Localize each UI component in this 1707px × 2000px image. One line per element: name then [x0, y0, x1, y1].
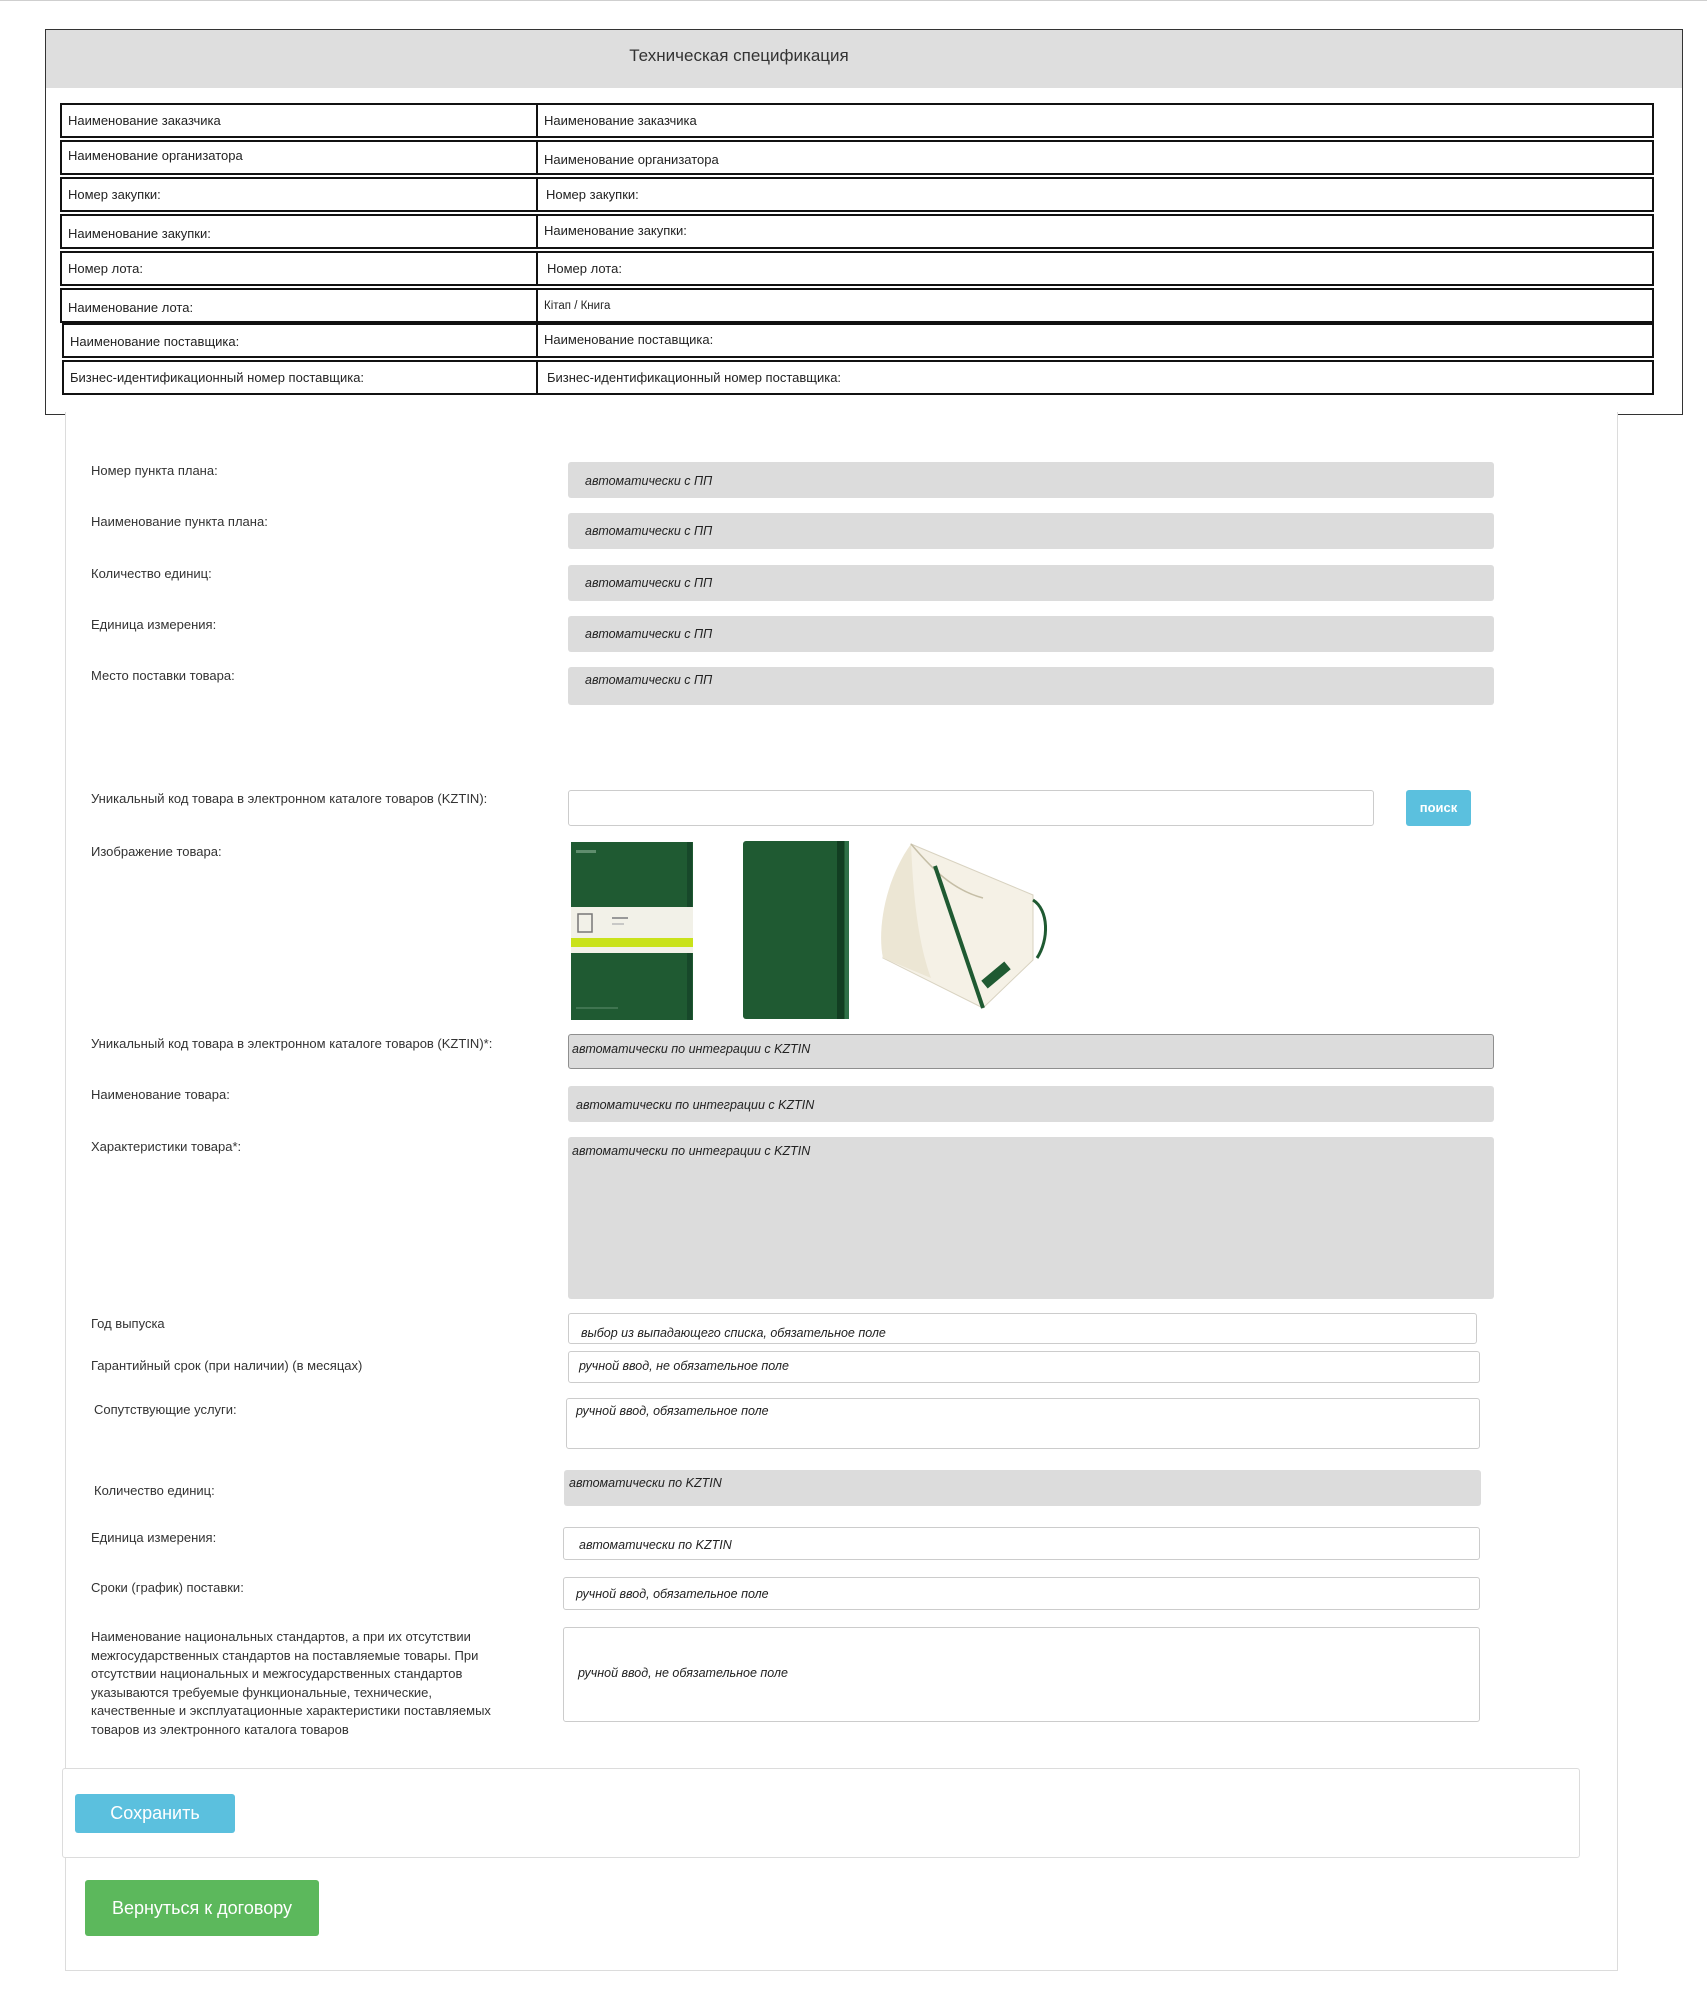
release-year-select[interactable]: выбор из выпадающего списка, обязательное поле: [568, 1313, 1477, 1344]
spec-row-value: Наименование организатора: [536, 140, 1654, 175]
spec-row-value: Наименование заказчика: [536, 103, 1654, 138]
spec-row-value: Номер закупки:: [536, 177, 1654, 212]
product-image-1: [568, 840, 696, 1020]
unit-plan-field: автоматически с ПП: [568, 616, 1494, 652]
spec-row-label: Номер закупки:: [60, 177, 538, 212]
delivery-schedule-label: Сроки (график) поставки:: [91, 1580, 244, 1595]
spec-row-purchase-name: [60, 214, 1654, 249]
spec-row-supplier-bin: [60, 360, 1654, 395]
delivery-place-field: автоматически с ПП: [568, 667, 1494, 705]
warranty-input[interactable]: ручной ввод, не обязательное поле: [568, 1351, 1480, 1383]
spec-header: [46, 30, 1682, 88]
plan-name-label: Наименование пункта плана:: [91, 514, 268, 529]
spec-row-value: Наименование поставщика:: [536, 323, 1654, 358]
product-image-label: Изображение товара:: [91, 844, 222, 859]
delivery-schedule-input[interactable]: ручной ввод, обязательное поле: [563, 1577, 1480, 1610]
standards-label-line: Наименование национальных стандартов, а при их отсутствии: [91, 1629, 471, 1644]
kztin-code-label: Уникальный код товара в электронном каталоге товаров (KZTIN)*:: [91, 1036, 493, 1051]
quantity-plan-label: Количество единиц:: [91, 566, 212, 581]
plan-number-field: автоматически с ПП: [568, 462, 1494, 498]
unit-kztin-field: автоматически по KZTIN: [563, 1527, 1480, 1560]
save-button[interactable]: Сохранить: [75, 1794, 235, 1833]
unit-plan-label: Единица измерения:: [91, 617, 217, 632]
standards-label-line: товаров из электронного каталога товаров: [91, 1721, 349, 1737]
product-image-2: [740, 836, 856, 1020]
quantity-kztin-field: автоматически по KZTIN: [564, 1470, 1481, 1506]
back-to-contract-button[interactable]: Вернуться к договору: [85, 1880, 319, 1936]
spec-title: Техническая спецификация: [629, 46, 849, 65]
spec-row-value: Кітап / Книга: [536, 288, 1654, 323]
spec-row-label: Номер лота:: [60, 251, 538, 286]
standards-label-line: указываются требуемые функциональные, технические,: [91, 1684, 432, 1700]
spec-row-organizer: [60, 140, 1654, 175]
spec-panel: [45, 29, 1683, 415]
standards-label-line: отсутствии национальных и межгосударственных стандартов: [91, 1666, 463, 1682]
spec-row-value: Бизнес-идентификационный номер поставщика:: [536, 360, 1654, 395]
spec-row-label: Наименование заказчика: [60, 103, 538, 138]
standards-input[interactable]: ручной ввод, не обязательное поле: [563, 1627, 1480, 1722]
plan-number-label: Номер пункта плана:: [91, 463, 218, 478]
product-specs-label: Характеристики товара*:: [91, 1139, 242, 1154]
kztin-search-label: Уникальный код товара в электронном каталоге товаров (KZTIN):: [91, 791, 488, 806]
unit-kztin-label: Единица измерения:: [91, 1530, 217, 1545]
spec-row-label: Наименование организатора: [60, 140, 538, 175]
standards-label-line: качественные и эксплуатационные характеристики поставляемых: [91, 1703, 491, 1719]
spec-row-lot-number: [60, 251, 1654, 286]
spec-row-supplier: [60, 323, 1654, 358]
delivery-place-label: Место поставки товара:: [91, 668, 235, 683]
product-image-3: [873, 840, 1051, 1012]
spec-row-label: Наименование закупки:: [60, 214, 538, 249]
spec-row-label: Наименование поставщика:: [62, 323, 538, 358]
spec-row-lot-name: [60, 288, 1654, 323]
kztin-code-field: автоматически по интеграции с KZTIN: [568, 1034, 1494, 1069]
spec-row-value: Наименование закупки:: [536, 214, 1654, 249]
product-name-label: Наименование товара:: [91, 1087, 230, 1102]
spec-row-customer: [60, 103, 1654, 138]
kztin-search-input[interactable]: [568, 790, 1374, 826]
quantity-plan-field: автоматически с ПП: [568, 565, 1494, 601]
standards-label: [91, 1628, 531, 1740]
spec-row-purchase-number: [60, 177, 1654, 212]
save-section: [62, 1768, 1580, 1858]
search-button[interactable]: поиск: [1406, 790, 1471, 826]
top-divider: [0, 0, 1707, 1]
quantity-kztin-label: Количество единиц:: [94, 1483, 215, 1498]
product-specs-field: автоматически по интеграции с KZTIN: [568, 1137, 1494, 1299]
spec-row-value: Номер лота:: [536, 251, 1654, 286]
services-input[interactable]: ручной ввод, обязательное поле: [566, 1398, 1480, 1449]
warranty-label: Гарантийный срок (при наличии) (в месяцах): [91, 1358, 363, 1373]
spec-row-label: Наименование лота:: [60, 288, 538, 323]
services-label: Сопутствующие услуги:: [94, 1402, 237, 1417]
standards-label-line: межгосударственных стандартов на поставляемые товары. При: [91, 1647, 479, 1663]
release-year-label: Год выпуска: [91, 1316, 165, 1331]
plan-name-field: автоматически с ПП: [568, 513, 1494, 549]
product-name-field: автоматически по интеграции с KZTIN: [568, 1086, 1494, 1122]
spec-row-label: Бизнес-идентификационный номер поставщика:: [62, 360, 538, 395]
